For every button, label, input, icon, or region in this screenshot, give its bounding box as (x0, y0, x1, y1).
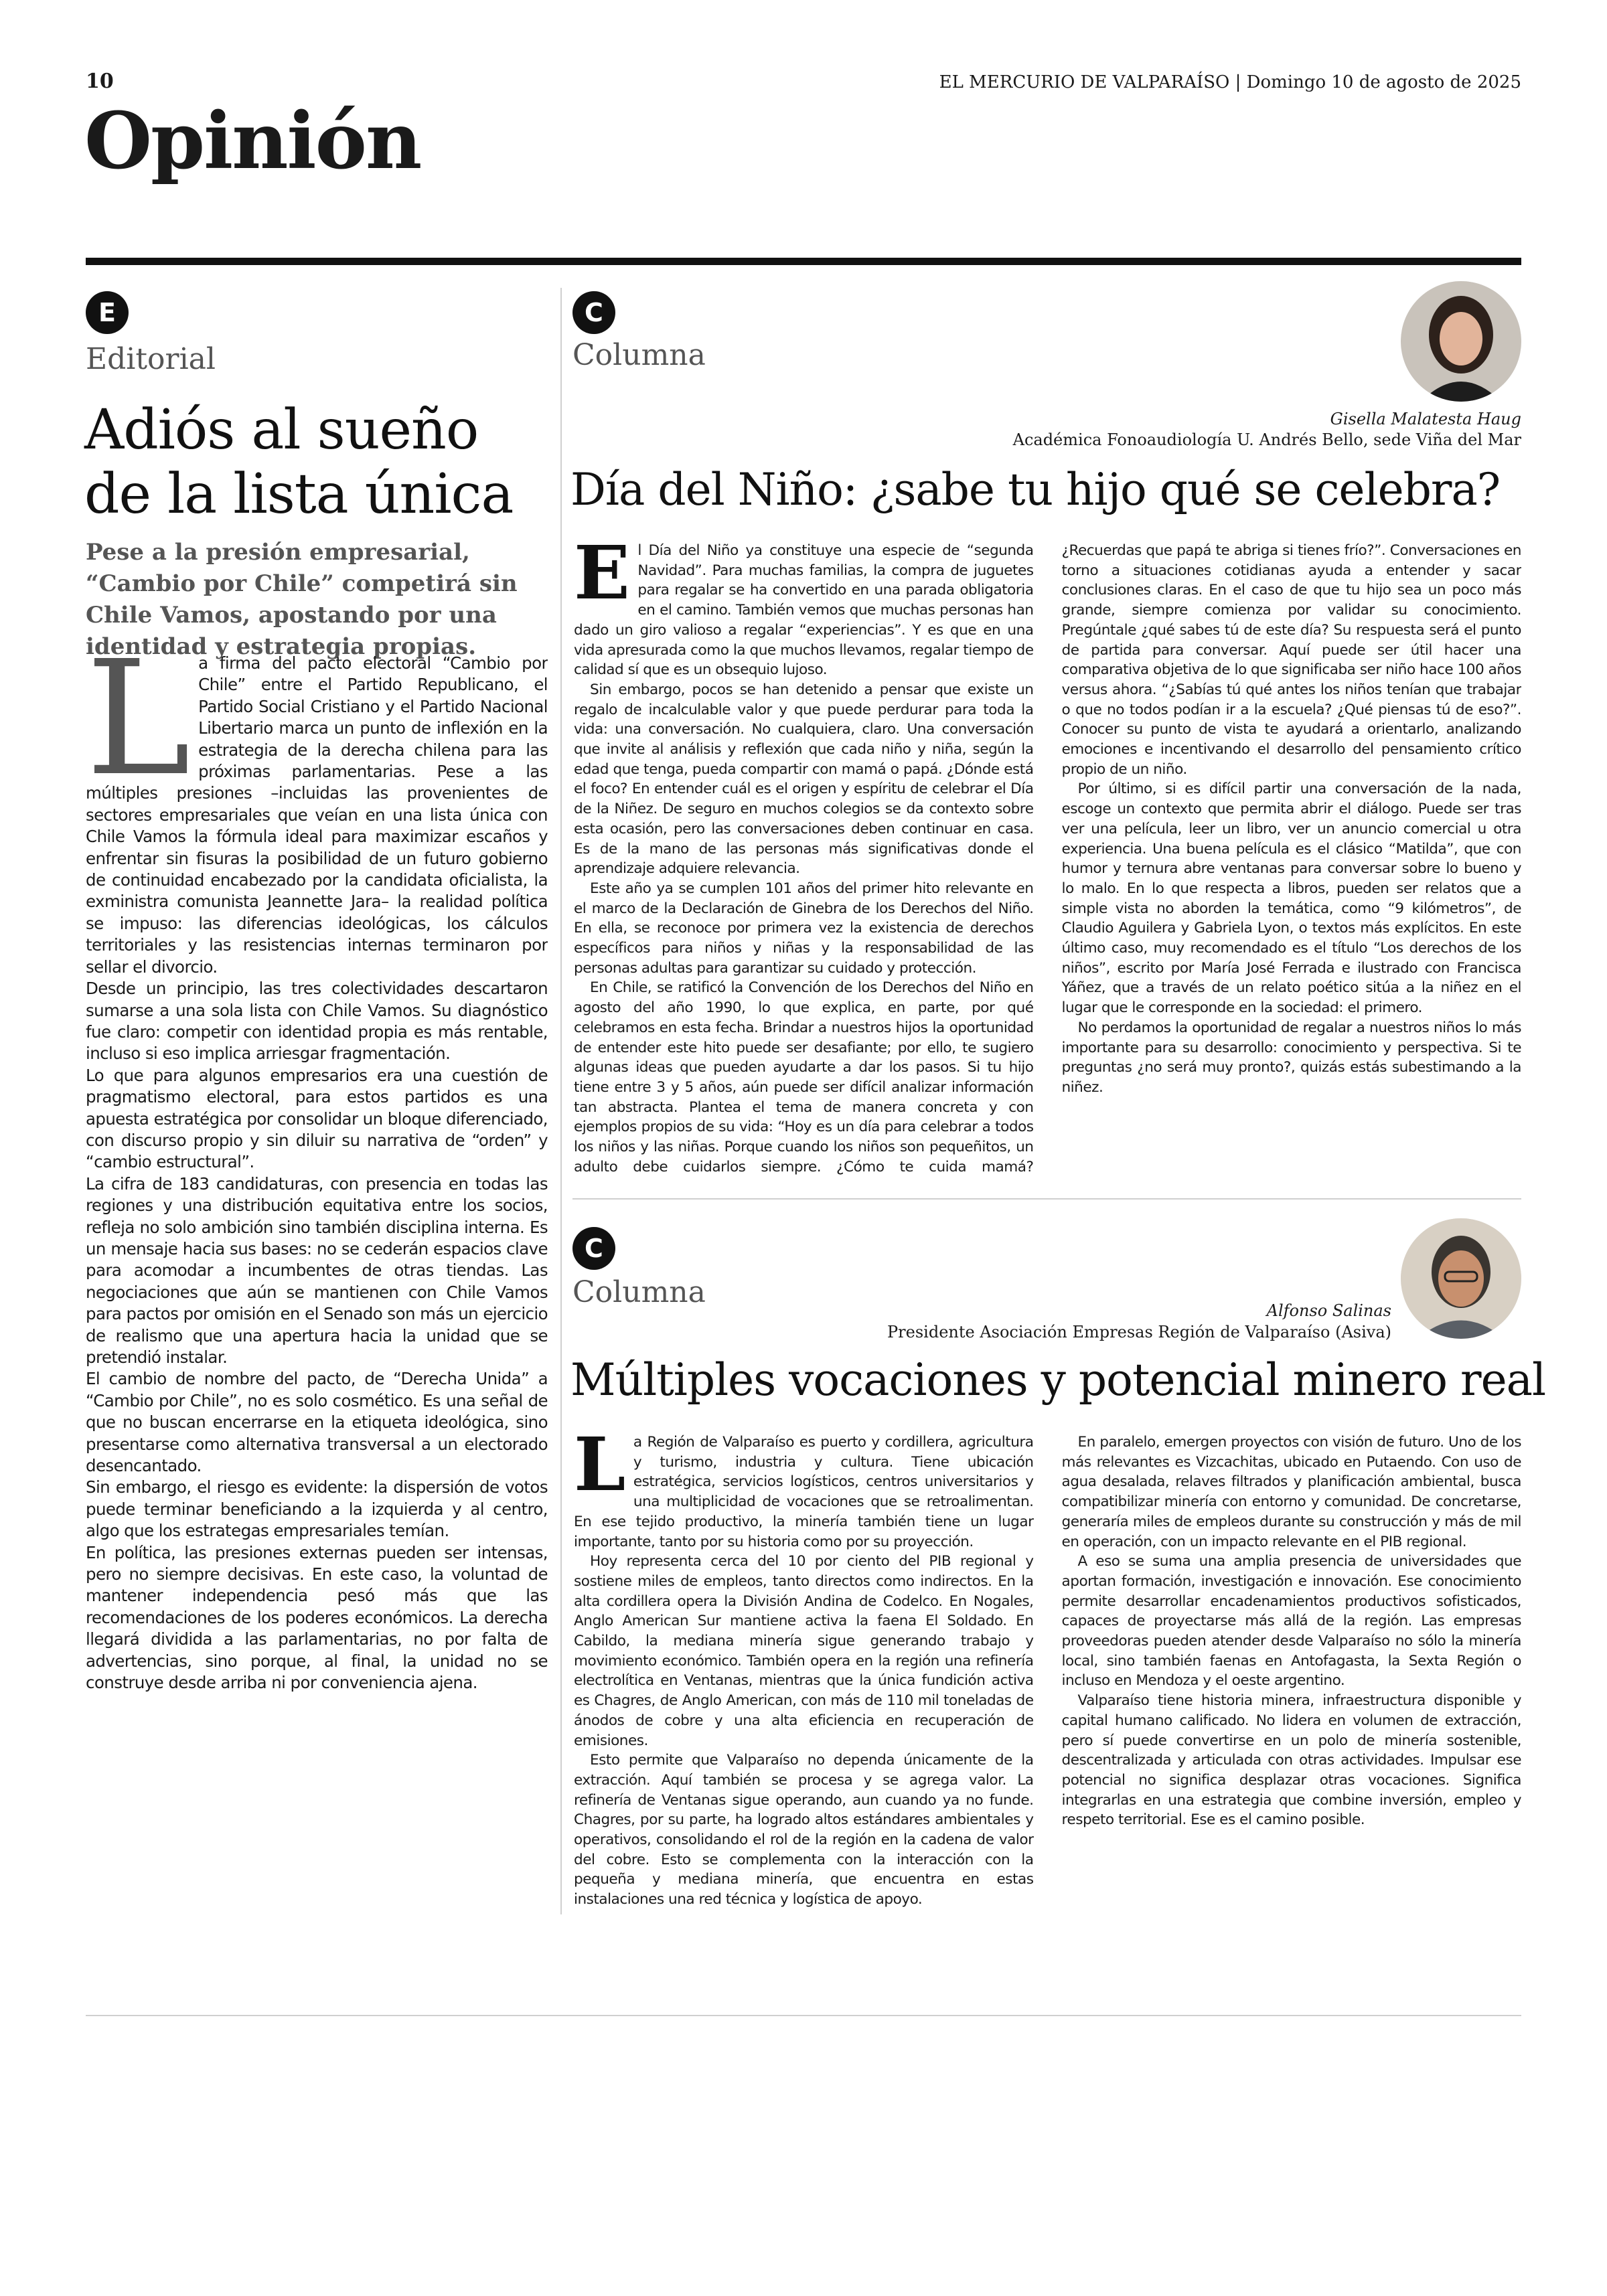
column2-paragraph: La Región de Valparaíso es puerto y cordillera, agricultura y turismo, industria y cultura. Tiene ubicación estratégica, servicios logísticos, centros universitarios y una multiplicidad de vocaciones que se retroalimentan. En ese tejido productivo, la minería también tiene un lugar importante, tanto por su historia como por su proyección. (574, 1432, 1034, 1550)
bottom-rule (86, 2015, 1521, 2016)
column1-paragraph: Este año ya se cumplen 101 años del primer hito relevante en el marco de la Declaración de Ginebra de los Derechos del Niño. En ella, se reconoce por primera vez la existencia de derechos específicos para niños y niñas y la responsabilidad de las personas adultas para garantizar su cuidado y protección. (574, 880, 1034, 977)
column2-paragraph: Hoy representa cerca del 10 por ciento del PIB regional y sostiene miles de empleos, tanto directos como indirectos. En la alta cordillera opera la División Andina de Codelco. En Nogales, Anglo American Sur mantiene activa la faena El Soldado. En Cabildo, la mediana minería sigue generando trabajo y movimiento económico. También opera en la región una refinería electrolítica en Ventanas, mientras que la única fundición activa es Chagres, de Anglo American, con más de 110 mil toneladas de ánodos de cobre y una alta eficiencia en recuperación de emisiones. (574, 1553, 1034, 1749)
column2-paragraph: A eso se suma una amplia presencia de universidades que aportan formación, investigación e innovación. Ese conocimiento permite desarrollar encadenamientos productivos sofisticados, capaces de proyectarse más allá de la región. Las empresas proveedoras pueden atender desde Valparaíso no sólo la minería local, sino también faenas en Antofagasta, la Sexta Región o incluso en Mendoza y el oeste argentino. (1061, 1553, 1521, 1690)
column1-author-role: Académica Fonoaudiología U. Andrés Bello, sede Viña del Mar (1012, 430, 1521, 449)
column1-kicker: Columna (572, 338, 706, 372)
column1-body (574, 541, 1521, 1190)
editorial-headline-line2: de la lista única (84, 463, 514, 526)
editorial-kicker: Editorial (86, 342, 216, 376)
column1-dropcap: E (574, 541, 630, 616)
author-photo-malatesta (1401, 281, 1521, 402)
section-title: Opinión (84, 96, 421, 187)
column2-dropcap: L (574, 1432, 625, 1507)
editorial-paragraph: La cifra de 183 candidaturas, con presencia en todas las regiones y una distribución equitativa entre los socios, refleja no solo ambición sino también disciplina interna. Es un mensaje hacia sus bases: no se cederán espacios clave para acomodar a incumbentes de otras tiendas. Las negociaciones que aún se mantienen con Chile Vamos para pactos por omisión en el Senado son más un ejercicio de realismo que una apertura hacia la unidad que se pretendió instalar. (86, 1173, 548, 1367)
editorial-paragraph: En política, las presiones externas pueden ser intensas, pero no siempre decisivas. En este caso, la voluntad de mantener independencia pesó más que las recomendaciones de los poderes económicos. La derecha llegará dividida a las parlamentarias, no por falta de advertencias, sino porque, al final, la unidad no se construye desde arriba ni por conveniencia ajena. (86, 1542, 548, 1693)
editorial-headline-line1: Adiós al sueño (84, 398, 479, 462)
editorial-paragraph: El cambio de nombre del pacto, de “Derecha Unida” a “Cambio por Chile”, no es solo cosmético. Es una señal de que no buscan encerrarse en la etiqueta ideológica, sino presentarse como alternativa transversal a un electorado desencantado. (86, 1369, 548, 1476)
column1-author-name: Gisella Malatesta Haug (1330, 410, 1521, 428)
column2-badge: C (572, 1227, 615, 1270)
editorial-paragraph: Lo que para algunos empresarios era una cuestión de pragmatismo electoral, para estos partidos es una apuesta estratégica por consolidar un bloque diferenciado, con discurso propio y sin diluir su narrativa de “orden” y “cambio estructural”. (86, 1065, 548, 1172)
column2-paragraph: En paralelo, emergen proyectos con visión de futuro. Uno de los más relevantes es Vizcachitas, ubicado en Putaendo. Con uso de agua desalada, relaves filtrados y planificación ambiental, busca compatibilizar minería con entorno y comunidad. De concretarse, generaría miles de empleos durante su construcción y más de mil en operación, con un impacto relevante en el PIB regional. (1061, 1434, 1521, 1550)
column1-paragraph: Por último, si es difícil partir una conversación de la nada, escoge un contexto que permita abrir el diálogo. Puede ser tras ver una película, leer un libro, ver un anuncio comercial u otra experiencia. Una buena película es el clásico “Matilda”, que con humor y ternura abre ventanas para conversar sobre lo bueno y lo malo. En lo que respecta a libros, pueden ser relatos que a simple vista no aborden la temática, como “9 kilómetros”, de Claudio Aguilera y Gabriela Lyon, o textos más explícitos. En este último caso, muy recomendado es el título “Los derechos de los niños”, escrito por María José Ferrada e ilustrado con Francisca Yáñez, que a través de un relato poético sitúa a la niñez en el lugar que le corresponde en la sociedad: el primero. (1061, 781, 1521, 1017)
editorial-paragraph: Desde un principio, las tres colectividades descartaron sumarse a una sola lista con Chile Vamos. Su diagnóstico fue claro: competir con identidad propia es más rentable, incluso si eso implica arriesgar fragmentación. (86, 979, 548, 1064)
column2-author-name: Alfonso Salinas (1266, 1301, 1391, 1320)
author-photo-salinas (1401, 1218, 1521, 1339)
column-separator (572, 1198, 1521, 1200)
column1-paragraph: Sin embargo, pocos se han detenido a pensar que existe un regalo de incalculable valor y que puede perdurar para toda la vida: una conversación. No cualquiera, claro. Una conversación que invite al análisis y reflexión que cada niño y niña, según la edad que tenga, pueda compartir con mamá o papá. ¿Dónde está el foco? En entender cuál es el origen y espíritu de celebrar el Día de la Niñez. De seguro en muchos colegios se da contexto sobre esta ocasión, pero las conversaciones deben continuar en casa. Es de la mano de las personas más significativas donde el aprendizaje adquiere relevancia. (574, 681, 1034, 878)
editorial-paragraph: Sin embargo, el riesgo es evidente: la dispersión de votos puede terminar beneficiando a la izquierda y al centro, algo que los estrategas empresariales temían. (86, 1477, 548, 1541)
column1-headline: Día del Niño: ¿sabe tu hijo qué se celebra? (570, 464, 1501, 515)
editorial-dropcap: L (86, 653, 191, 811)
editorial-body (86, 653, 548, 1911)
editorial-paragraph: La firma del pacto electoral “Cambio por Chile” entre el Partido Republicano, el Partido Social Cristiano y el Partido Nacional Libertario marca un punto de inflexión en la estrategia de la derecha chilena para las próximas parlamentarias. Pese a las múltiples presiones –incluidas las provenientes de sectores empresariales que veían en una lista única con Chile Vamos la fórmula ideal para maximizar escaños y enfrentar sin fisuras la posibilidad de un futuro gobierno de continuidad encabezado por la candidata oficialista, la exministra comunista Jeannette Jara– la realidad política se impuso: las diferencias ideológicas, los cálculos territoriales y las resistencias internas terminaron por sellar el divorcio. (86, 653, 548, 977)
editorial-headline (84, 398, 513, 527)
column2-author-role: Presidente Asociación Empresas Región de Valparaíso (Asiva) (887, 1323, 1391, 1341)
column1-paragraph: En Chile, se ratificó la Convención de los Derechos del Niño en agosto del año 1990, lo que explica, en parte, por qué celebramos en esta fecha. Brindar a nuestros hijos la oportunidad de entender este hito puede ser desafiante; por ello, te sugiero algunas ideas que pueden ayudarte a dar los pasos. Si tu hijo tiene entre 3 y 5 años, aún puede ser difícil analizar información tan abstracta. Plantea el tema de manera concreta y con ejemplos propios de su vida: “Hoy es un día para celebrar a todos los niños y las niñas. Porque cuando los niños son pequeñitos, un adulto debe cuidarlos siempre. ¿Cómo te cuida mamá? ¿Recuerdas que papá te abriga si tienes frío?”. Conversaciones en torno a situaciones cotidianas ayuda a entender y sacar conclusiones claras. En el caso de que tu hijo sea un poco más grande, siempre comienza por validar su conocimiento. Pregúntale ¿qué sabes tú de este día? Su respuesta será el punto de partida para conversar. Aquí puede ser útil hacer una comparativa objetiva de lo que significaba ser niño hace 100 años versus ahora. “¿Sabías tú qué antes los niños tenían que trabajar o que no todos podían ir a la escuela? ¿Qué piensas tú de eso?”. Conocer su punto de vista te ayudará a orientarlo, analizando emociones e incentivando el desarrollo del pensamiento crítico propio de un niño. (574, 542, 1521, 1175)
top-rule (86, 258, 1521, 265)
column2-paragraph: Valparaíso tiene historia minera, infraestructura disponible y capital humano calificado. No lidera en volumen de extracción, pero sí puede convertirse en un polo de minería sostenible, descentralizada y articulada con otras actividades. Impulsar ese potencial no significa desplazar otras vocaciones. Significa integrarlas en una estrategia que combine inversión, empleo y respeto territorial. Ese es el camino posible. (1061, 1692, 1521, 1829)
editorial-lead: Pese a la presión empresarial, “Cambio por Chile” competirá sin Chile Vamos, apostando por una identidad y estrategia propias. (86, 539, 518, 660)
column2-headline: Múltiples vocaciones y potencial minero real (570, 1354, 1546, 1406)
page-number: 10 (86, 70, 114, 93)
column2-body (574, 1432, 1521, 1911)
editorial-badge: E (86, 291, 129, 334)
column1-badge: C (572, 291, 615, 334)
masthead: EL MERCURIO DE VALPARAÍSO | Domingo 10 de agosto de 2025 (939, 72, 1521, 92)
column2-kicker: Columna (572, 1275, 706, 1309)
column1-paragraph: No perdamos la oportunidad de regalar a nuestros niños lo más importante para su desarrollo: conocimiento y perspectiva. Si te preguntas ¿no será muy pronto?, quizás estás subestimando a la niñez. (1061, 1019, 1521, 1096)
column-divider (560, 288, 562, 1914)
column1-paragraph: El Día del Niño ya constituye una especie de “segunda Navidad”. Para muchas familias, la compra de juguetes para regalar se ha convertido en una parada obligatoria en el camino. También vemos que muchas personas han dado un giro valioso a regalar “experiencias”. Y es que en una vida apresurada como la que muchos llevamos, regalar tiempo de calidad sí que es un obsequio lujoso. (574, 541, 1034, 679)
column2-paragraph: Esto permite que Valparaíso no dependa únicamente de la extracción. Aquí también se procesa y se agrega valor. La refinería de Ventanas sigue operando, aun cuando ya no funde. Chagres, por su parte, ha logrado altos estándares ambientales y operativos, consolidando el rol de la región en la cadena de valor del cobre. Esto se complementa con la interacción con la pequeña y mediana minería, que encuentra en estas instalaciones una red técnica y logística de apoyo. (574, 1752, 1034, 1908)
